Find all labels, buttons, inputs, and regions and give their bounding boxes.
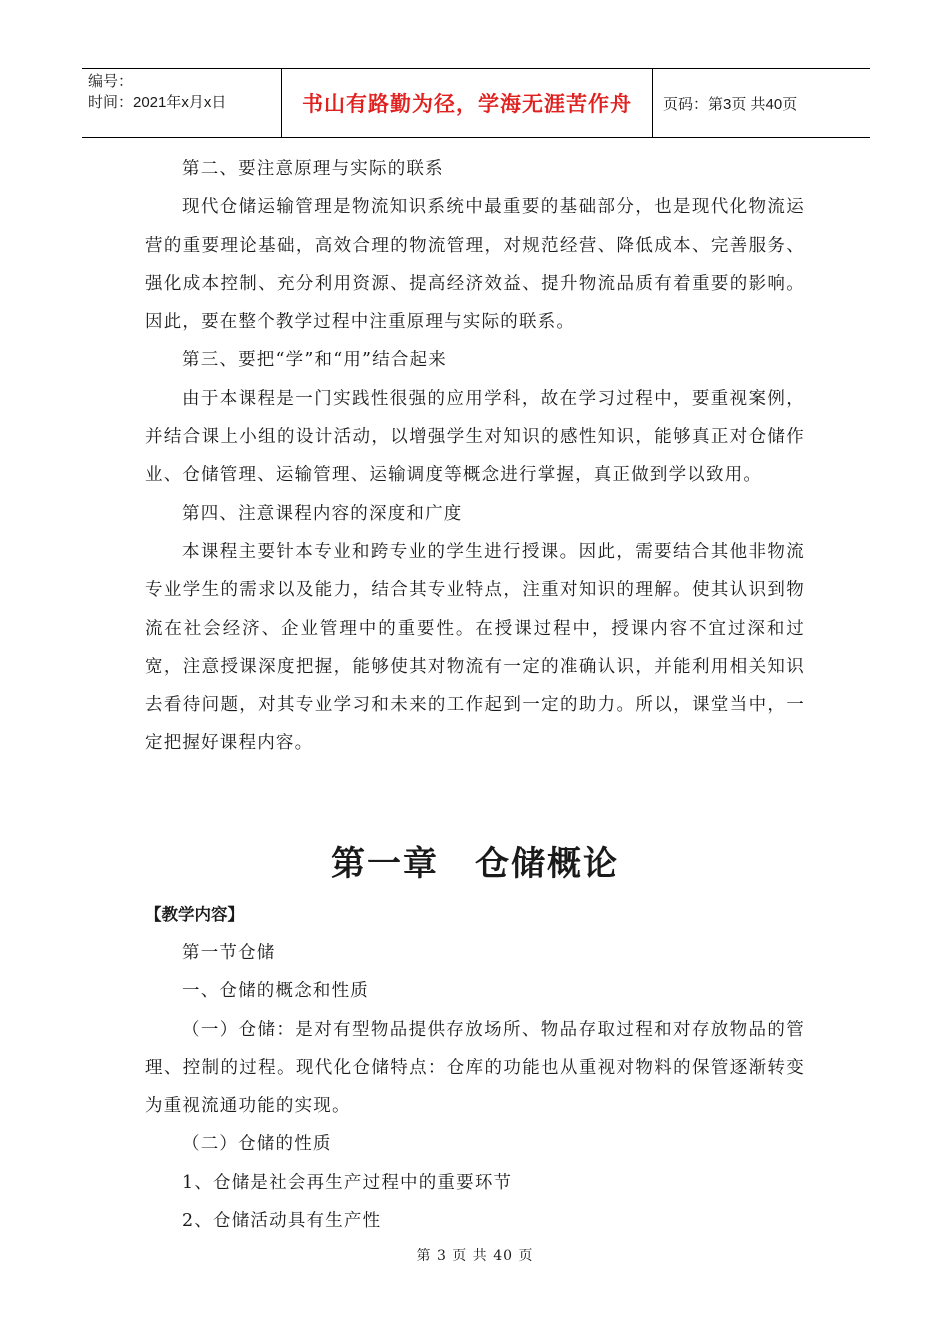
paragraph: 第二、要注意原理与实际的联系 [182, 159, 444, 179]
paragraph: 现代仓储运输管理是物流知识系统中最重要的基础部分，也是现代化物流运营的重要理论基础，高效合理的物流管理，对规范经营、降低成本、完善服务、强化成本控制、充分利用资源、提高经济效益、提升物流品质有着重要的影响。因此，要在整个教学过程中注重原理与实际的联系。 [145, 197, 805, 333]
paragraph: （一）仓储：是对有型物品提供存放场所、物品存取过程和对存放物品的管理、控制的过程。现代化仓储特点：仓库的功能也从重视对物料的保管逐渐转变为重视流通功能的实现。 [145, 1019, 805, 1117]
paragraph: 由于本课程是一门实践性很强的应用学科，故在学习过程中，要重视案例，并结合课上小组的设计活动，以增强学生对知识的感性知识，能够真正对仓储作业、仓储管理、运输管理、运输调度等概念进行掌握，真正做到学以致用。 [145, 388, 805, 486]
list-item: 1、仓储是社会再生产过程中的重要环节 [182, 1172, 513, 1193]
subsection-heading: 一、仓储的概念和性质 [182, 981, 369, 1002]
page-footer: 第 3 页 共 40 页 [416, 1248, 534, 1264]
header-meta [82, 69, 282, 137]
paragraph: 第四、注意课程内容的深度和广度 [182, 503, 463, 524]
body-text [145, 150, 805, 763]
list-item: 2、仓储活动具有生产性 [182, 1211, 382, 1232]
paragraph: 第三、要把“学”和“用”结合起来 [182, 350, 447, 371]
paragraph: 本课程主要针本专业和跨专业的学生进行授课。因此，需要结合其他非物流专业学生的需求以及能力，结合其专业特点，注重对知识的理解。使其认识到物流在社会经济、企业管理中的重要性。在授课过程中，授课内容不宜过深和过宽，注意授课深度把握，能够使其对物流有一定的准确认识，并能利用相关知识去看待问题，对其专业学习和未来的工作起到一定的助力。所以，课堂当中，一定把握好课程内容。 [145, 541, 805, 754]
section-heading: 第一节仓储 [182, 943, 276, 963]
chapter-title: 第一章 仓储概论 [331, 844, 619, 884]
section-text [145, 900, 805, 1240]
header-motto: 书山有路勤为径，学海无涯苦作舟 [282, 69, 653, 137]
section-label: 【教学内容】 [145, 905, 244, 924]
date-label: 时间：2021年x月x日 [88, 94, 227, 111]
serial-label: 编号： [88, 73, 134, 90]
page-header [82, 68, 870, 138]
subsection-heading: （二）仓储的性质 [182, 1134, 332, 1155]
header-page-info: 页码：第3页 共40页 [663, 95, 798, 113]
